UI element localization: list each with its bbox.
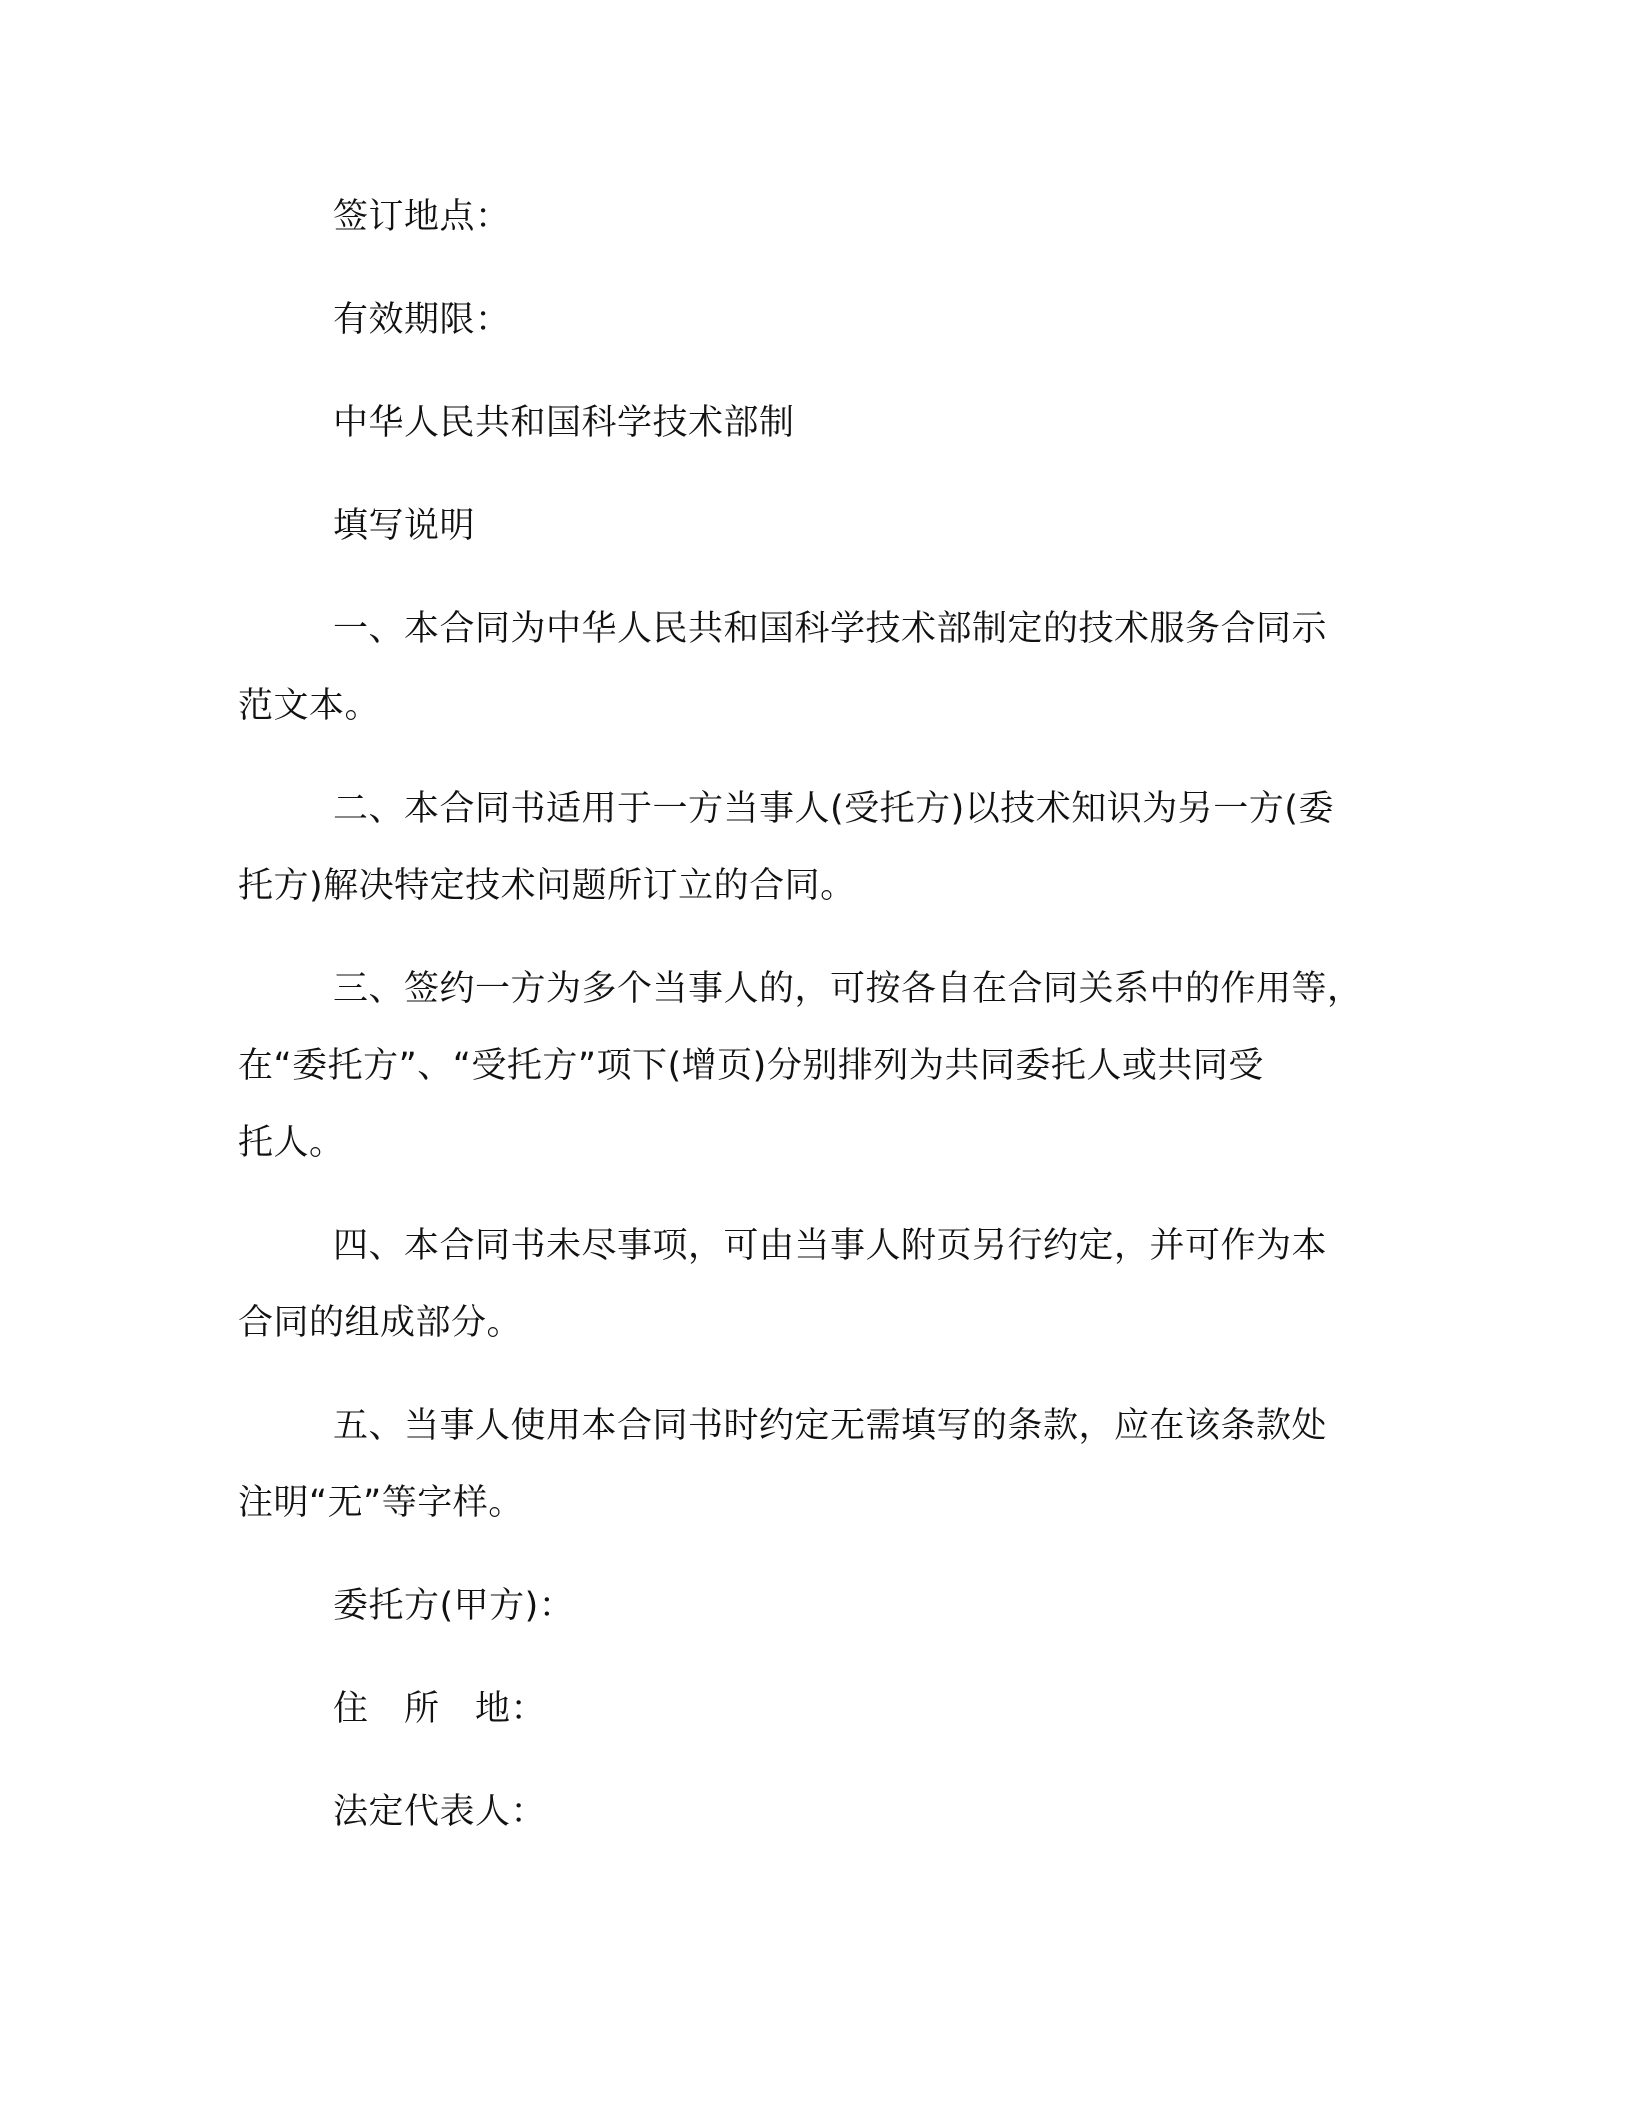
item-5-line-1: 五、当事人使用本合同书时约定无需填写的条款，应在该条款处 <box>333 1406 1328 1446</box>
validity-label: 有效期限： <box>333 300 511 340</box>
item-5-line-2: 注明“无”等字样。 <box>238 1483 524 1523</box>
item-4-line-1: 四、本合同书未尽事项，可由当事人附页另行约定，并可作为本 <box>333 1226 1328 1266</box>
client-label: 委托方(甲方)： <box>333 1586 575 1626</box>
item-2-line-2: 托方)解决特定技术问题所订立的合同。 <box>238 866 856 906</box>
instructions-title: 填写说明 <box>333 506 476 546</box>
signing-place-label: 签订地点： <box>333 197 511 237</box>
address-label: 住 所 地： <box>333 1689 547 1729</box>
legal-representative-label: 法定代表人： <box>333 1792 547 1832</box>
item-1-line-2: 范文本。 <box>238 686 381 726</box>
item-2-line-1: 二、本合同书适用于一方当事人(受托方)以技术知识为另一方(委 <box>333 789 1334 829</box>
item-3-line-3: 托人。 <box>238 1123 345 1163</box>
item-3-line-2: 在“委托方”、“受托方”项下(增页)分别排列为共同委托人或共同受 <box>238 1046 1264 1086</box>
item-1-line-1: 一、本合同为中华人民共和国科学技术部制定的技术服务合同示 <box>333 609 1328 649</box>
issuer-line: 中华人民共和国科学技术部制 <box>333 403 795 443</box>
item-3-line-1: 三、签约一方为多个当事人的，可按各自在合同关系中的作用等， <box>333 969 1363 1009</box>
item-4-line-2: 合同的组成部分。 <box>238 1303 523 1343</box>
